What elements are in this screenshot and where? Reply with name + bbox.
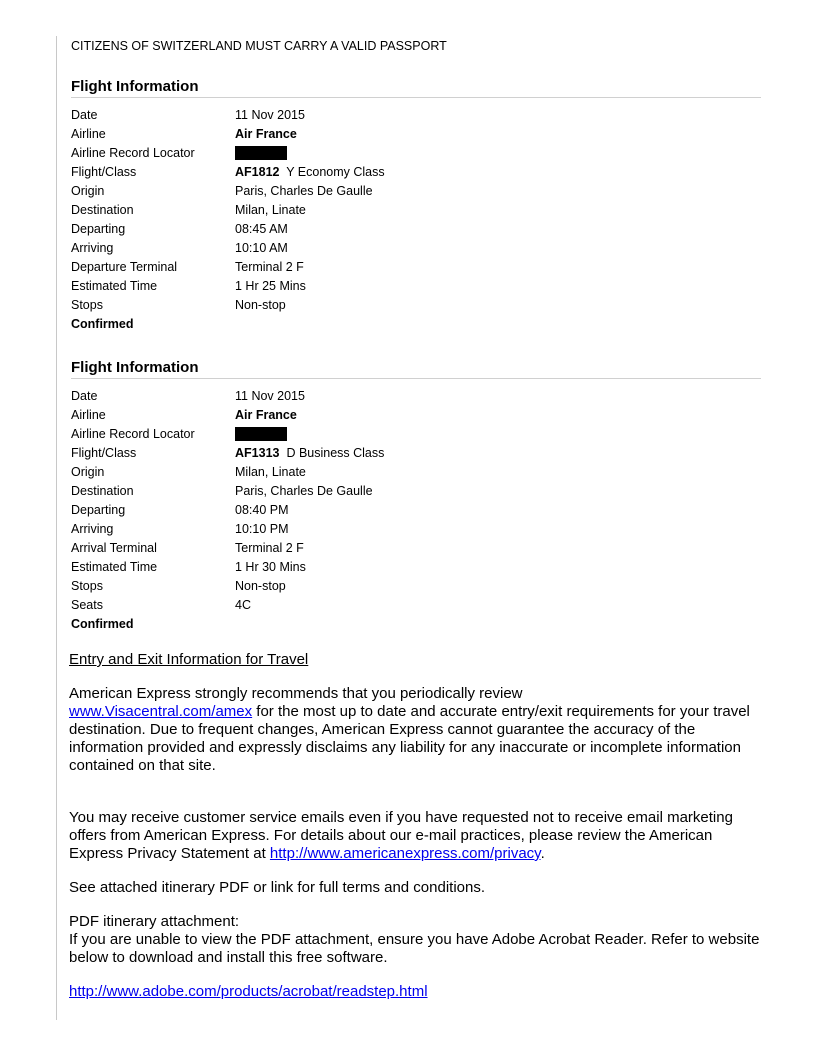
flight-block-1 — [71, 78, 761, 334]
row-stops — [71, 296, 761, 315]
label: Airline — [71, 127, 106, 141]
value: 08:45 AM — [235, 222, 288, 236]
label: Arriving — [71, 241, 114, 255]
status-confirmed: Confirmed — [71, 617, 134, 631]
row-record-locator — [71, 144, 761, 163]
redacted-locator — [235, 146, 287, 160]
label: Stops — [71, 298, 103, 312]
label: Departing — [71, 222, 126, 236]
label: Origin — [71, 184, 105, 198]
label: Arrival Terminal — [71, 541, 157, 555]
label: Airline — [71, 408, 106, 422]
row-arriving — [71, 239, 761, 258]
value: 10:10 PM — [235, 522, 289, 536]
value: Milan, Linate — [235, 465, 306, 479]
airline-value: Air France — [235, 408, 297, 422]
terms-paragraph: See attached itinerary PDF or link for full terms and conditions. — [69, 879, 486, 896]
row-origin — [71, 463, 761, 482]
label: Origin — [71, 465, 105, 479]
passport-notice: CITIZENS OF SWITZERLAND MUST CARRY A VALID PASSPORT — [71, 39, 447, 53]
pdf-title: PDF itinerary attachment: — [69, 913, 240, 930]
row-terminal — [71, 258, 761, 277]
value: Milan, Linate — [235, 203, 306, 217]
row-date — [71, 106, 761, 125]
row-airline — [71, 125, 761, 144]
airline-value: Air France — [235, 127, 297, 141]
value: 11 Nov 2015 — [235, 108, 305, 122]
flight-class: Y Economy Class — [286, 165, 385, 179]
adobe-link-paragraph — [69, 983, 769, 1001]
entry-exit-text-rest: for the most up to date and accurate entry/exit requirements for your travel destination. Due to frequent changes, American Express cannot guarantee the accuracy of the information provided and expressly disclaims any liability for any inaccurate or incomplete information contained on that site. — [69, 703, 750, 774]
label: Arriving — [71, 522, 114, 536]
row-departing — [71, 220, 761, 239]
label: Flight/Class — [71, 446, 137, 460]
row-estimated-time — [71, 277, 761, 296]
value: 08:40 PM — [235, 503, 289, 517]
status-confirmed: Confirmed — [71, 317, 134, 331]
redacted-locator — [235, 427, 287, 441]
row-terminal — [71, 539, 761, 558]
privacy-text: You may receive customer service emails even if you have requested not to receive email marketing offers from American Express. For details about our e-mail practices, please review the American Express Privacy Statement at — [69, 809, 733, 862]
row-estimated-time — [71, 558, 761, 577]
entry-exit-heading: Entry and Exit Information for Travel — [69, 651, 309, 668]
pdf-text: If you are unable to view the PDF attachment, ensure you have Adobe Acrobat Reader. Refer to website below to download and install this free software. — [69, 931, 760, 966]
itinerary-page — [71, 38, 761, 1001]
label: Estimated Time — [71, 279, 158, 293]
value: 1 Hr 25 Mins — [235, 279, 306, 293]
row-destination — [71, 482, 761, 501]
value: 11 Nov 2015 — [235, 389, 305, 403]
visacentral-link[interactable]: www.Visacentral.com/amex — [69, 703, 253, 720]
left-margin-rule — [56, 36, 57, 1020]
flight-number: AF1812 — [235, 165, 280, 179]
row-flight-class — [71, 444, 761, 463]
entry-exit-paragraph — [69, 685, 769, 775]
value: Terminal 2 F — [235, 541, 304, 555]
adobe-link[interactable]: http://www.adobe.com/products/acrobat/readstep.html — [69, 983, 428, 1000]
value: 4C — [235, 598, 251, 612]
row-seats — [71, 596, 761, 615]
flight-heading: Flight Information — [71, 359, 761, 379]
label: Date — [71, 389, 98, 403]
privacy-paragraph — [69, 809, 769, 863]
row-arriving — [71, 520, 761, 539]
value: Non-stop — [235, 298, 286, 312]
label: Date — [71, 108, 98, 122]
flight-block-2 — [71, 359, 761, 634]
label: Seats — [71, 598, 103, 612]
label: Stops — [71, 579, 103, 593]
row-date — [71, 387, 761, 406]
entry-exit-text: American Express strongly recommends that you periodically review — [69, 685, 523, 702]
value: Paris, Charles De Gaulle — [235, 484, 373, 498]
label: Airline Record Locator — [71, 427, 195, 441]
row-flight-class — [71, 163, 761, 182]
flight-class: D Business Class — [286, 446, 385, 460]
label: Estimated Time — [71, 560, 158, 574]
value: Paris, Charles De Gaulle — [235, 184, 373, 198]
privacy-link[interactable]: http://www.americanexpress.com/privacy — [269, 845, 541, 862]
row-record-locator — [71, 425, 761, 444]
label: Departing — [71, 503, 126, 517]
privacy-end: . — [540, 845, 545, 862]
label: Destination — [71, 484, 134, 498]
row-origin — [71, 182, 761, 201]
label: Departure Terminal — [71, 260, 178, 274]
value: Terminal 2 F — [235, 260, 304, 274]
flight-number: AF1313 — [235, 446, 280, 460]
label: Flight/Class — [71, 165, 137, 179]
row-destination — [71, 201, 761, 220]
value: 1 Hr 30 Mins — [235, 560, 306, 574]
row-airline — [71, 406, 761, 425]
flight-heading: Flight Information — [71, 78, 761, 98]
value: Non-stop — [235, 579, 286, 593]
pdf-paragraph — [69, 913, 769, 967]
row-departing — [71, 501, 761, 520]
label: Destination — [71, 203, 134, 217]
row-stops — [71, 577, 761, 596]
value: 10:10 AM — [235, 241, 288, 255]
label: Airline Record Locator — [71, 146, 195, 160]
